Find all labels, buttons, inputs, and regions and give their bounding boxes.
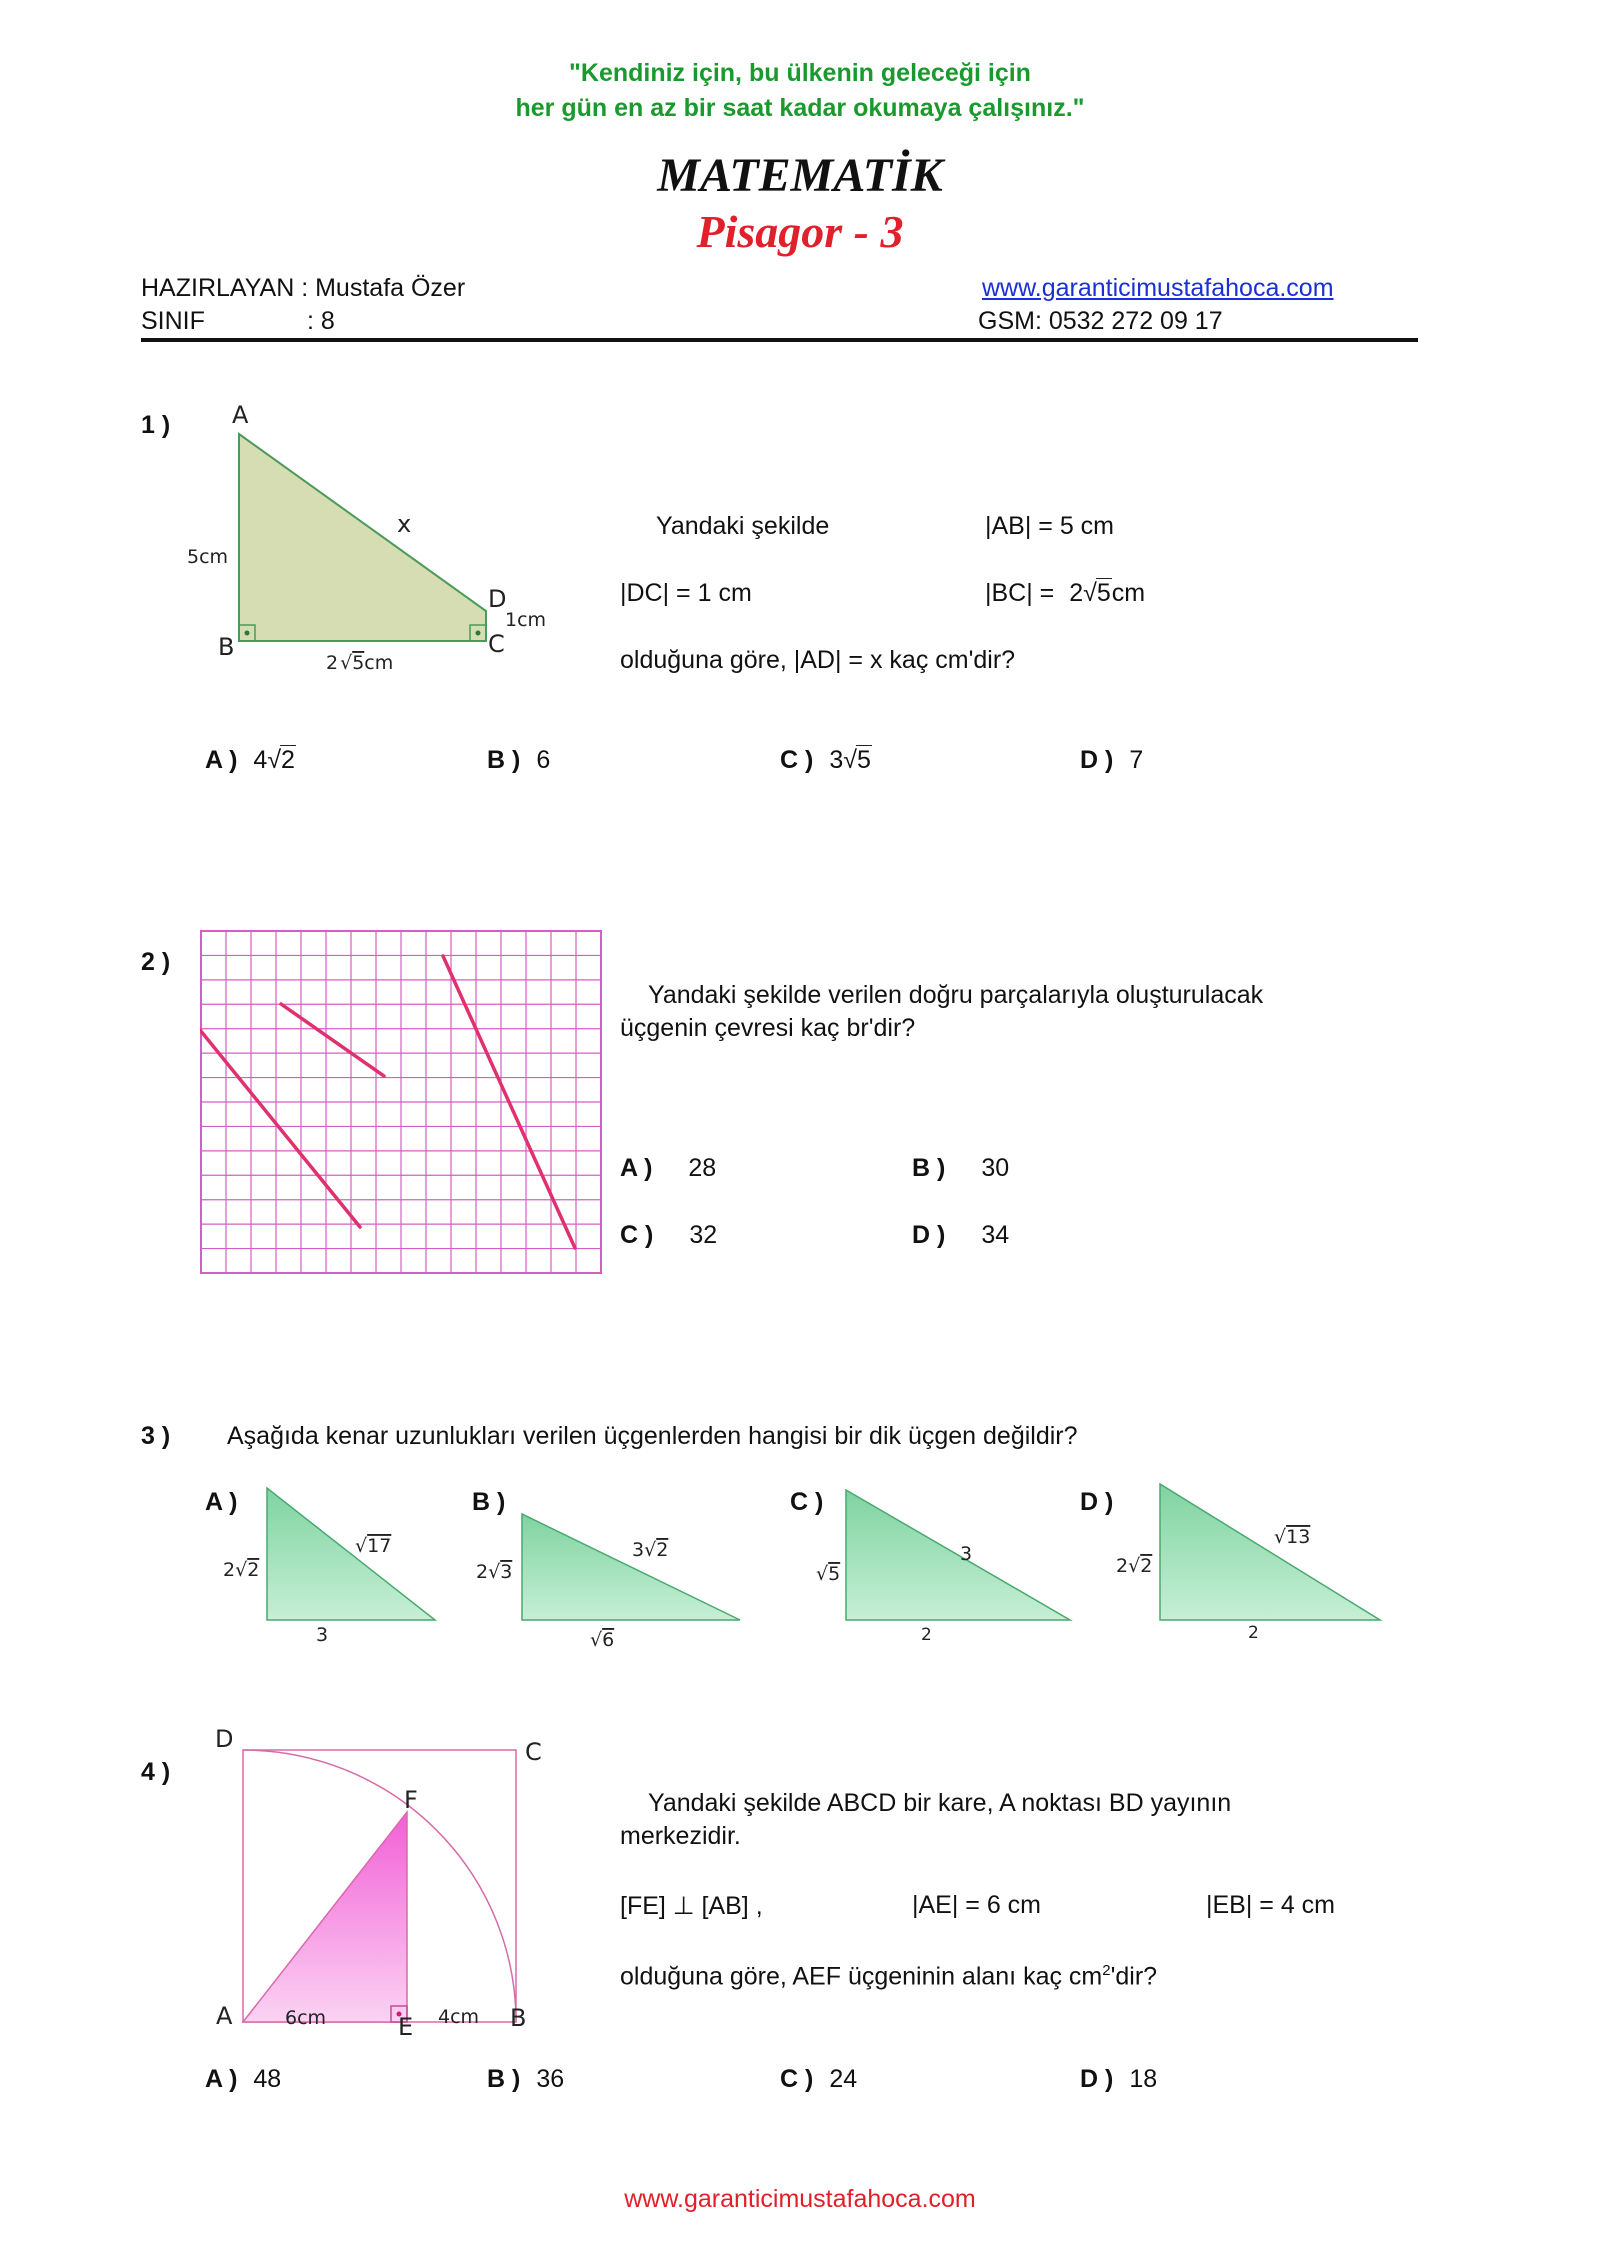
q1-label-d: D [488, 585, 507, 613]
q3-option-a[interactable]: A ) [205, 1488, 238, 1516]
class-value: : 8 [307, 307, 335, 335]
q3-c-left-label: √5 [816, 1563, 841, 1585]
q3-number: 3 ) [141, 1422, 171, 1450]
q4-condition-ae: |AE| = 6 cm [912, 1891, 1042, 1919]
q3-b-base-label: √6 [590, 1629, 615, 1651]
q3-text: Aşağıda kenar uzunlukları verilen üçgenlerden hangisi bir dik üçgen değildir? [227, 1422, 1078, 1450]
q3-d-left-label: 2√2 [1116, 1555, 1153, 1577]
q1-label-x: x [397, 510, 412, 538]
footer-website[interactable]: www.garanticimustafahoca.com [624, 2185, 976, 2213]
class-label: SINIF [141, 307, 205, 335]
q3-b-hyp-label: 3√2 [632, 1539, 669, 1561]
q4-triangle-aef [243, 1812, 407, 2022]
q1-quadrilateral [239, 434, 486, 641]
q1-question: olduğuna göre, |AD| = x kaç cm'dir? [620, 646, 1016, 674]
q2-option-b[interactable]: B ) 30 [912, 1154, 1010, 1182]
q3-option-c[interactable]: C ) [790, 1488, 824, 1516]
q3-triangle-d [1110, 1476, 1390, 1656]
q3-c-shape [846, 1490, 1070, 1620]
q4-label-d: D [215, 1725, 234, 1753]
q4-label-e: E [398, 2013, 414, 2040]
q2-number: 2 ) [141, 948, 171, 976]
q3-option-b[interactable]: B ) [472, 1488, 506, 1516]
q1-option-b[interactable]: B ) 6 [487, 746, 551, 774]
q4-label-c: C [525, 1738, 542, 1766]
q4-question: olduğuna göre, AEF üçgeninin alanı kaç $cm^2'dir$? [620, 1962, 1158, 1991]
q3-c-base-label: 2 [921, 1625, 932, 1645]
q2-grid [201, 931, 601, 1273]
q3-a-hyp-label: √17 [355, 1535, 392, 1557]
q1-option-a[interactable]: A ) 4√2 [205, 746, 295, 774]
q1-triangle-figure [170, 390, 570, 680]
q3-c-hyp-label: 3 [960, 1543, 973, 1565]
q3-d-base-label: 2 [1248, 1623, 1259, 1643]
q2-option-d[interactable]: D ) 34 [912, 1221, 1010, 1249]
q3-a-base-label: 3 [316, 1624, 329, 1646]
motto-line-1: "Kendiniz için, bu ülkenin geleceği için [569, 59, 1031, 87]
page-subtitle: Pisagor - 3 [696, 206, 904, 257]
q3-triangle-a [215, 1480, 455, 1660]
q4-text-line-2: merkezidir. [620, 1822, 741, 1850]
q1-label-b: B [218, 633, 235, 661]
q4-number: 4 ) [141, 1758, 171, 1786]
q4-square-figure [200, 1720, 570, 2040]
q4-label-f: F [404, 1786, 418, 1814]
q3-triangle-c [800, 1480, 1090, 1660]
q3-b-left-label: 2√3 [476, 1561, 513, 1583]
q1-option-c[interactable]: C ) 3√5 [780, 746, 871, 774]
q2-text-line-1: Yandaki şekilde verilen doğru parçalarıyla oluşturulacak [648, 981, 1264, 1009]
q3-a-shape [267, 1488, 435, 1620]
prepared-by: HAZIRLAYAN : Mustafa Özer [141, 274, 466, 302]
q4-label-a: A [216, 2002, 233, 2030]
q4-option-c[interactable]: C ) 24 [780, 2065, 858, 2093]
q2-option-c[interactable]: C ) 32 [620, 1221, 718, 1249]
q4-text-line-1: Yandaki şekilde ABCD bir kare, A noktası BD yayının [648, 1789, 1232, 1817]
q1-given-bc: |BC| = 2√5cm [985, 579, 1146, 607]
q1-label-c: C [488, 630, 505, 658]
q3-option-d[interactable]: D ) [1080, 1488, 1114, 1516]
header-divider [141, 338, 1418, 342]
q1-label-ab: 5cm [187, 546, 229, 568]
page-title: MATEMATİK [657, 149, 943, 202]
q2-text-line-2: üçgenin çevresi kaç br'dir? [620, 1014, 916, 1042]
gsm-number: GSM: 0532 272 09 17 [978, 307, 1223, 335]
q1-right-angle-dot-b [245, 631, 250, 636]
q2-segment-2 [281, 1004, 384, 1076]
q3-d-hyp-label: √13 [1274, 1526, 1311, 1548]
q1-option-d[interactable]: D ) 7 [1080, 746, 1144, 774]
q4-option-a[interactable]: A ) 48 [205, 2065, 282, 2093]
q1-text-intro: Yandaki şekilde [656, 512, 830, 540]
motto-line-2: her gün en az bir saat kadar okumaya çalışınız." [515, 94, 1085, 122]
q4-condition-perpendicular: [FE] ⊥ [AB] , [620, 1892, 763, 1920]
q4-label-eb: 4cm [438, 2006, 480, 2028]
q1-given-dc: |DC| = 1 cm [620, 579, 752, 607]
q4-label-b: B [510, 2004, 527, 2032]
q1-label-bc: 2 √5cm [326, 652, 394, 674]
q1-number: 1 ) [141, 411, 171, 439]
q4-label-ae: 6cm [285, 2007, 327, 2029]
q1-given-ab: |AB| = 5 cm [985, 512, 1115, 540]
q3-triangle-b [470, 1500, 750, 1660]
q1-label-dc: 1cm [505, 609, 547, 631]
q3-a-left-label: 2√2 [223, 1559, 260, 1581]
q4-condition-eb: |EB| = 4 cm [1206, 1891, 1336, 1919]
website-link[interactable]: www.garanticimustafahoca.com [982, 274, 1334, 302]
q2-option-a[interactable]: A ) 28 [620, 1154, 717, 1182]
q4-option-b[interactable]: B ) 36 [487, 2065, 565, 2093]
q4-option-d[interactable]: D ) 18 [1080, 2065, 1158, 2093]
q1-label-a: A [232, 401, 249, 429]
q1-right-angle-dot-c [476, 631, 481, 636]
q3-b-shape [522, 1514, 740, 1620]
q2-grid-figure [200, 930, 602, 1274]
q2-segment-1 [200, 1030, 360, 1227]
q3-d-shape [1160, 1484, 1380, 1620]
